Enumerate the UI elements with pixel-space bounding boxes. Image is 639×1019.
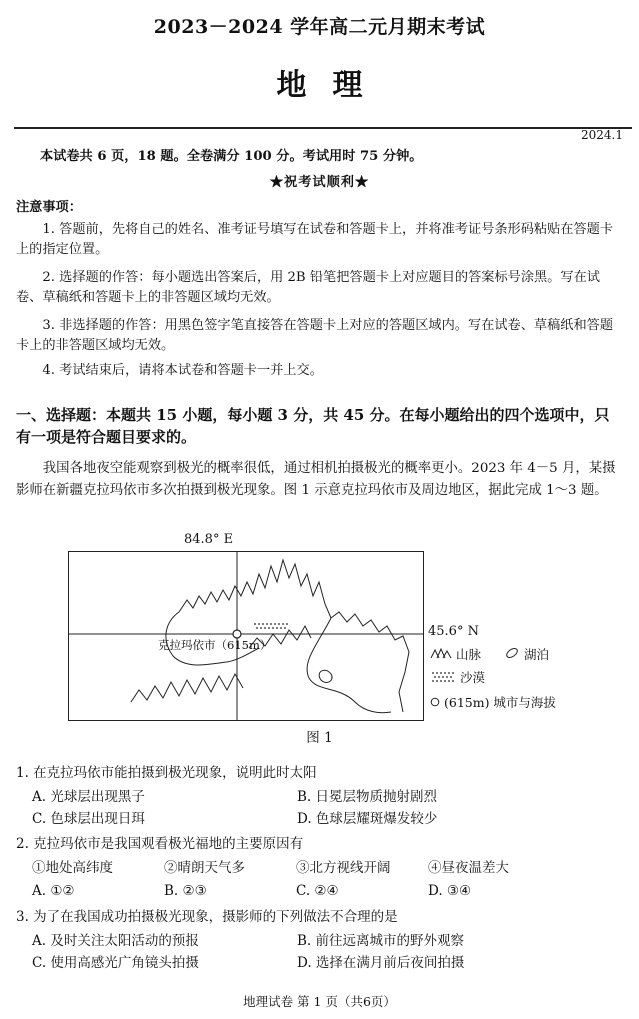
figure-caption: 图 1 — [306, 730, 333, 746]
subject-title: 地理 — [276, 68, 389, 103]
note-4: 4. 考试结束后，请将本试卷和答题卡一并上交。 — [42, 363, 323, 378]
note-2: 2. 选择题的作答：每小题选出答案后，用 2B 铅笔把答题卡上对应题目的答案标号涂黑。写在试卷、草稿纸和答题卡上的非答题区域均无效。 — [16, 270, 600, 305]
question-3-option-a[interactable]: A. 及时关注太阳活动的预报 — [32, 933, 199, 949]
question-1-options — [32, 786, 622, 830]
mountain-icon — [430, 647, 452, 659]
question-2-statement-2: ②晴朗天气多 — [164, 860, 245, 876]
question-2-option-b[interactable]: B. ②③ — [164, 883, 207, 899]
longitude-label: 84.8° E — [184, 532, 234, 547]
mountain-ridge-east — [331, 612, 409, 712]
exam-date: 2024.1 — [581, 128, 623, 142]
question-2-stem: 2. 克拉玛依市是我国观看极光福地的主要原因有 — [16, 836, 304, 852]
legend-mountain-label: 山脉 — [455, 647, 481, 662]
lake-icon — [504, 647, 520, 659]
exam-title: 2023－2024 学年高二元月期末考试 — [153, 16, 486, 38]
question-3-option-c[interactable]: C. 使用高感光广角镜头拍摄 — [32, 955, 199, 971]
river-basin — [307, 618, 391, 713]
section-heading: 一、选择题：本题共 15 小题，每小题 3 分，共 45 分。在每小题给出的四个选项中，只有一项是符合题目要求的。 — [16, 406, 610, 446]
desert-dots — [254, 623, 288, 629]
question-1-option-b[interactable]: B. 日冕层物质抛射剧烈 — [297, 789, 438, 805]
question-2-statement-3: ③北方视线开阔 — [296, 860, 391, 876]
question-1-option-d[interactable]: D. 色球层耀斑爆发较少 — [297, 811, 438, 827]
legend-desert — [430, 668, 485, 686]
question-3-stem: 3. 为了在我国成功拍摄极光现象，摄影师的下列做法不合理的是 — [16, 909, 398, 925]
map-figure — [68, 551, 424, 721]
legend-lake-label: 湖泊 — [523, 647, 549, 662]
legend-mountain — [430, 645, 481, 663]
question-3-option-b[interactable]: B. 前往远离城市的野外观察 — [297, 933, 465, 949]
note-3: 3. 非选择题的作答：用黑色签字笔直接答在答题卡上对应的答题区域内。写在试卷、草稿纸和答题卡上的非答题区域均无效。 — [16, 318, 614, 353]
legend-desert-label: 沙漠 — [459, 670, 485, 685]
notes-title: 注意事项： — [16, 200, 82, 215]
question-2-option-a[interactable]: A. ①② — [32, 883, 75, 899]
good-luck-line: ★祝考试顺利★ — [269, 175, 370, 190]
passage: 我国各地夜空能观察到极光的概率很低，通过相机拍摄极光的概率更小。2023 年 4－5 月，某摄影师在新疆克拉玛依市多次拍摄到极光现象。图 1 示意克拉玛依市及周边地区，据此完成 1～3 题。 — [16, 461, 616, 498]
note-1: 1. 答题前，先将自己的姓名、准考证号填写在试卷和答题卡上，并将准考证号条形码粘贴在答题卡上的指定位置。 — [16, 222, 614, 257]
exam-info: 本试卷共 6 页，18 题。全卷满分 100 分。考试用时 75 分钟。 — [40, 149, 423, 164]
question-1-option-a[interactable]: A. 光球层出现黑子 — [32, 789, 145, 805]
map-drawing — [69, 552, 423, 720]
city-circle-icon — [430, 697, 440, 707]
question-3-options — [32, 930, 622, 974]
legend-lake — [504, 645, 549, 663]
header-rule — [14, 127, 632, 129]
question-1-stem: 1. 在克拉玛依市能拍摄到极光现象，说明此时太阳 — [16, 765, 317, 781]
desert-icon — [430, 670, 456, 682]
legend-city — [430, 693, 556, 711]
question-3-option-d[interactable]: D. 选择在满月前后夜间拍摄 — [297, 955, 465, 971]
question-2-option-c[interactable]: C. ②④ — [296, 883, 339, 899]
question-2-options — [32, 880, 622, 902]
city-label: 克拉玛依市（615m） — [158, 638, 272, 652]
page-footer: 地理试卷 第 1 页（共6页） — [243, 994, 396, 1009]
mountain-ridge-north — [179, 560, 331, 618]
question-2-statement-4: ④昼夜温差大 — [428, 860, 509, 876]
question-1-option-c[interactable]: C. 色球层出现日珥 — [32, 811, 145, 827]
question-2-option-d[interactable]: D. ③④ — [428, 883, 472, 899]
question-2-statement-1: ①地处高纬度 — [32, 860, 113, 876]
latitude-label: 45.6° N — [428, 624, 479, 639]
legend-city-label: (615m) 城市与海拔 — [443, 695, 556, 710]
lake-outline — [319, 670, 332, 682]
mountain-ridge-south — [131, 674, 243, 702]
question-2-statements — [32, 857, 622, 879]
